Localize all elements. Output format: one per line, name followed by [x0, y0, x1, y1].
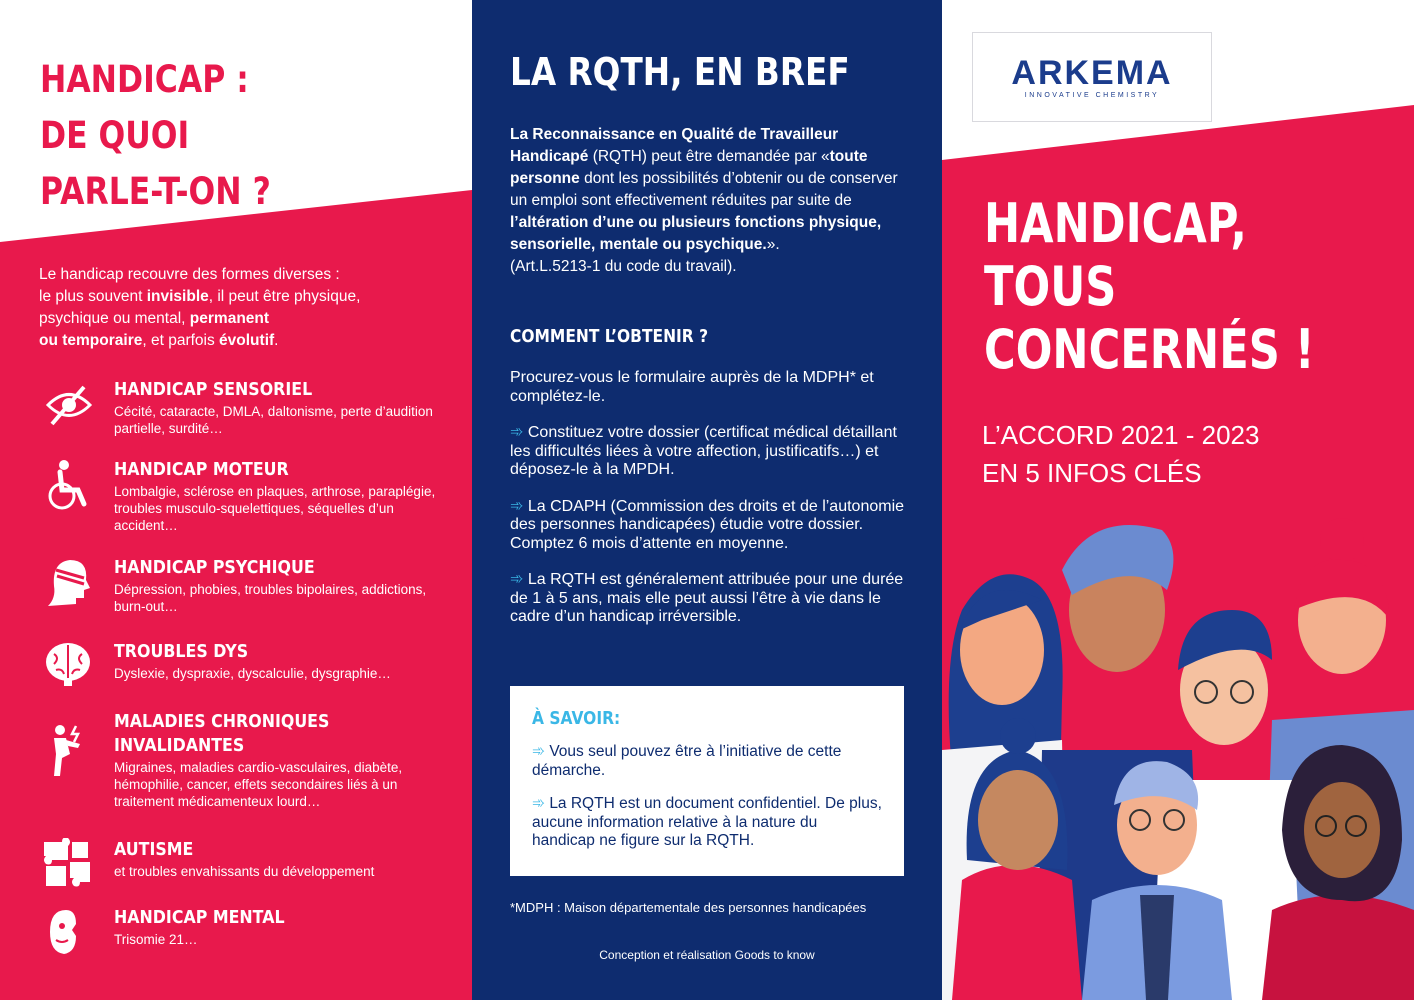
- left-title: [40, 52, 420, 220]
- arkema-logo: [972, 32, 1212, 122]
- cover-subtitle: L’ACCORD 2021 - 2023 EN 5 INFOS CLÉS: [982, 420, 1260, 488]
- category-title: HANDICAP PSYCHIQUE: [114, 557, 315, 578]
- middle-panel: [472, 0, 942, 1000]
- arrow-icon: ➾: [510, 424, 524, 441]
- person-pain-icon: [40, 724, 98, 778]
- category-title: AUTISME: [114, 839, 194, 860]
- wheelchair-icon: [40, 458, 98, 512]
- puzzle-icon: [40, 838, 98, 892]
- arrow-icon: ➾: [510, 497, 524, 515]
- left-title-line: HANDICAP :: [40, 58, 249, 101]
- step-item: ➾ La RQTH est généralement attribuée pour une durée de 1 à 5 ans, mais elle peut aussi l’être à vie dans le cadre d’un handicap irréversible.: [510, 571, 904, 625]
- arrow-icon: ➾: [532, 795, 545, 812]
- category-title-line: MALADIES CHRONIQUES: [114, 711, 330, 732]
- a-savoir-title: À SAVOIR:: [532, 708, 621, 729]
- people-illustration: [942, 500, 1414, 1000]
- step-item: ➾ Constituez votre dossier (certificat médical détaillant les difficultés liées à votre affection, justificatifs…) et déposez-le à la MPDH.: [510, 424, 897, 478]
- category-title: HANDICAP SENSORIEL: [114, 379, 313, 400]
- arrow-icon: ➾: [532, 743, 545, 760]
- left-title-line: PARLE-T-ON ?: [40, 170, 271, 213]
- category-desc: Dépression, phobies, troubles bipolaires, addictions, burn-out…: [114, 582, 427, 614]
- right-panel: [942, 0, 1414, 1000]
- category-desc: et troubles envahissants du développement: [114, 864, 375, 879]
- rqth-title: LA RQTH, EN BREF: [510, 50, 850, 94]
- a-savoir-item: ➾ La RQTH est un document confidentiel. De plus, aucune information relative à la nature du handicap ne figure sur la RQTH.: [532, 795, 882, 849]
- category-desc: Dyslexie, dyspraxie, dyscalculie, dysgraphie…: [114, 666, 391, 681]
- head-bandage-icon: [40, 556, 98, 610]
- cover-title-line: HANDICAP,: [984, 192, 1247, 255]
- credits: Conception et réalisation Goods to know: [599, 948, 815, 962]
- a-savoir-item: ➾ Vous seul pouvez être à l’initiative de cette démarche.: [532, 743, 842, 779]
- cover-title-line: CONCERNÉS !: [984, 318, 1315, 381]
- intro-step: Procurez-vous le formulaire auprès de la MDPH* et complétez-le.: [510, 369, 874, 405]
- eye-slash-icon: [40, 378, 98, 432]
- category-title: TROUBLES DYS: [114, 641, 249, 662]
- category-desc: Lombalgie, sclérose en plaques, arthrose, paraplégie, troubles musculo-squelettiques, séquelles d’un accident…: [114, 484, 436, 533]
- logo-tagline: INNOVATIVE CHEMISTRY: [1024, 91, 1160, 99]
- category-desc: Trisomie 21…: [114, 932, 198, 947]
- arrow-icon: ➾: [510, 571, 524, 588]
- left-title-line: DE QUOI: [40, 114, 190, 157]
- logo-name: ARKEMA: [1011, 53, 1173, 92]
- mask-face-icon: [40, 906, 98, 960]
- category-desc: Cécité, cataracte, DMLA, daltonisme, perte d’audition partielle, surdité…: [114, 404, 433, 436]
- how-to-obtain-steps: [510, 369, 920, 645]
- rqth-definition: La Reconnaissance en Qualité de Travailleur Handicapé (RQTH) peut être demandée par «toute personne dont les possibilités d’obtenir ou de conserver un emploi sont effectivement réduites par suite de l’altération d’une ou plusieurs fonctions physique, sensorielle, mentale ou psychique.». (Art.L.5213-1 du code du travail).: [510, 126, 898, 275]
- category-title-line: INVALIDANTES: [114, 735, 245, 756]
- category-title: HANDICAP MENTAL: [114, 907, 285, 928]
- a-savoir-box: [510, 686, 904, 876]
- brain-icon: [40, 640, 98, 694]
- cover-title: [984, 192, 1404, 381]
- left-panel: [0, 0, 472, 1000]
- left-intro-text: Le handicap recouvre des formes diverses : le plus souvent invisible, il peut être physique, psychique ou mental, permanent ou temporaire, et parfois évolutif.: [39, 266, 361, 349]
- category-title: HANDICAP MOTEUR: [114, 459, 289, 480]
- mdph-footnote: *MDPH : Maison départementale des personnes handicapées: [510, 900, 867, 915]
- how-to-obtain-heading: COMMENT L’OBTENIR ?: [510, 326, 709, 347]
- step-item: ➾ La CDAPH (Commission des droits et de l’autonomie des personnes handicapées) étudie votre dossier. Comptez 6 mois d’attente en moyenne.: [510, 497, 905, 552]
- cover-title-line: TOUS: [984, 255, 1117, 318]
- category-desc: Migraines, maladies cardio-vasculaires, diabète, hémophilie, cancer, effets secondaires liés à un traitement médicamenteux lourd…: [114, 760, 403, 809]
